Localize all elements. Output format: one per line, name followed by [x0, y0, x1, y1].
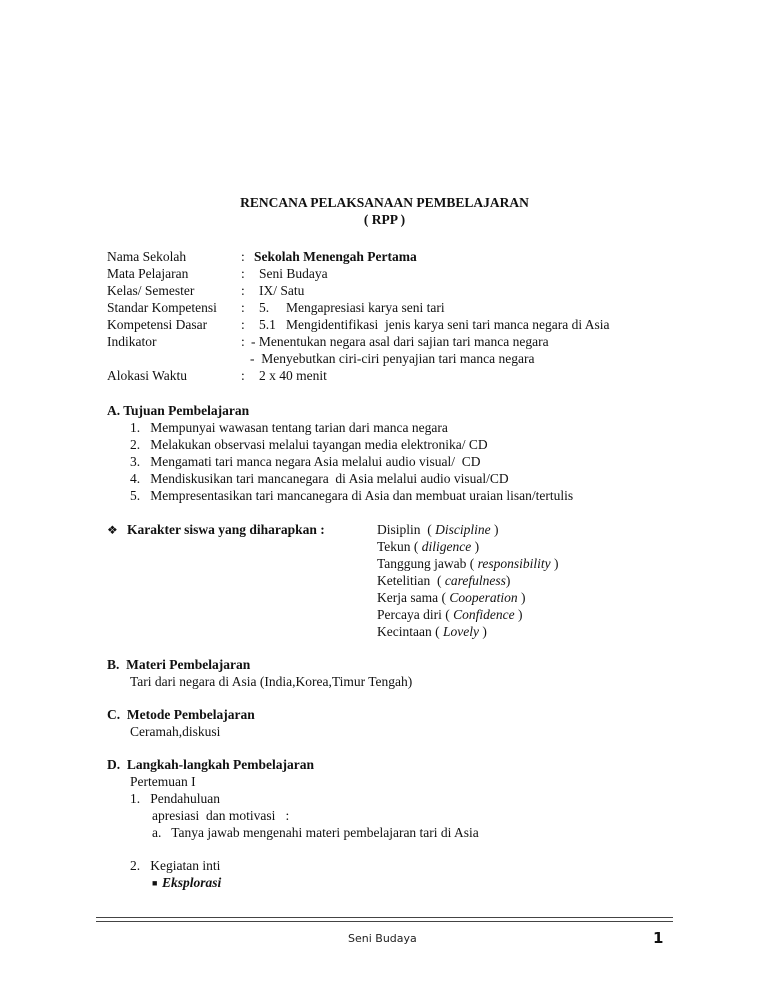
title-line-2: ( RPP ): [363, 212, 406, 227]
identity-label: Kompetensi Dasar: [107, 317, 208, 332]
title-line-1: RENCANA PELAKSANAAN PEMBELAJARAN: [240, 195, 529, 210]
identity-value: - Menentukan negara asal dari sajian tari manca negara: [251, 334, 549, 349]
step-1-label: 1. Pendahuluan: [130, 791, 220, 806]
step-1a-text: a. Tanya jawab mengenahi materi pembelajaran tari di Asia: [152, 825, 479, 840]
identity-label: Indikator: [107, 334, 157, 349]
section-c-heading: C. Metode Pembelajaran: [107, 707, 255, 722]
identity-value: 2 x 40 menit: [259, 368, 327, 383]
section-a-heading: A. Tujuan Pembelajaran: [107, 403, 250, 418]
karakter-heading: Karakter siswa yang diharapkan :: [127, 522, 325, 537]
identity-value: 5.1 Mengidentifikasi jenis karya seni tari manca negara di Asia: [259, 317, 610, 332]
eksplorasi-row: [152, 874, 221, 892]
identity-colon: :: [241, 300, 245, 315]
list-item: 1. Mempunyai wawasan tentang tarian dari manca negara: [130, 420, 448, 435]
footer-rule-top: [96, 917, 673, 918]
list-item: 4. Mendiskusikan tari mancanegara di Asia melalui audio visual/CD: [130, 471, 509, 486]
footer-subject: Seni Budaya: [348, 932, 417, 945]
karakter-item: Kecintaan ( Lovely ): [377, 624, 487, 639]
karakter-item: Tekun ( diligence ): [377, 539, 480, 554]
apresiasi-text: apresiasi dan motivasi :: [152, 808, 290, 823]
footer-rule-bottom: [96, 921, 673, 922]
karakter-item: Ketelitian ( carefulness): [377, 573, 511, 588]
karakter-item: Tanggung jawab ( responsibility ): [377, 556, 559, 571]
identity-value: 5. Mengapresiasi karya seni tari: [259, 300, 445, 315]
square-bullet-icon: ■: [152, 878, 158, 888]
identity-value: Seni Budaya: [259, 266, 328, 281]
identity-colon: :: [241, 368, 245, 383]
section-d-heading: D. Langkah-langkah Pembelajaran: [107, 757, 315, 772]
identity-label: Alokasi Waktu: [107, 368, 188, 383]
karakter-item: Percaya diri ( Confidence ): [377, 607, 523, 622]
identity-label: Standar Kompetensi: [107, 300, 217, 315]
metode-text: Ceramah,diskusi: [130, 724, 221, 739]
section-b-heading: B. Materi Pembelajaran: [107, 657, 251, 672]
list-item: 3. Mengamati tari manca negara Asia melalui audio visual/ CD: [130, 454, 481, 469]
materi-text: Tari dari negara di Asia (India,Korea,Timur Tengah): [130, 674, 413, 689]
list-item: 5. Mempresentasikan tari mancanegara di Asia dan membuat uraian lisan/tertulis: [130, 488, 574, 503]
karakter-item: Disiplin ( Discipline ): [377, 522, 499, 537]
identity-colon: :: [241, 334, 245, 349]
identity-colon: :: [241, 249, 245, 264]
diamond-bullet-icon: ❖: [107, 523, 118, 537]
list-item: 2. Melakukan observasi melalui tayangan media elektronika/ CD: [130, 437, 488, 452]
karakter-item: Kerja sama ( Cooperation ): [377, 590, 526, 605]
step-2-label: 2. Kegiatan inti: [130, 858, 221, 873]
eksplorasi-label: Eksplorasi: [162, 875, 222, 890]
identity-value: IX/ Satu: [259, 283, 305, 298]
identity-colon: :: [241, 266, 245, 281]
identity-value: Sekolah Menengah Pertama: [254, 249, 417, 264]
identity-label: Mata Pelajaran: [107, 266, 189, 281]
identity-colon: :: [241, 317, 245, 332]
identity-label: Kelas/ Semester: [107, 283, 195, 298]
page-number: 1: [653, 929, 664, 947]
identity-label: Nama Sekolah: [107, 249, 187, 264]
identity-colon: :: [241, 283, 245, 298]
pertemuan-label: Pertemuan I: [130, 774, 196, 789]
identity-value: - Menyebutkan ciri-ciri penyajian tari manca negara: [250, 351, 535, 366]
karakter-heading-row: [107, 521, 325, 539]
